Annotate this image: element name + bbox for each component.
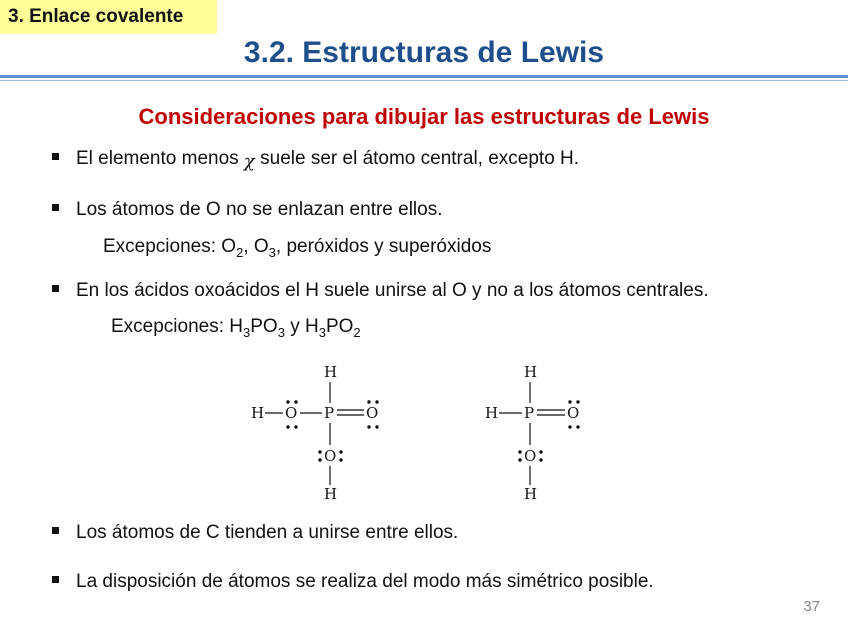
- lone-pair-dot: [518, 458, 521, 461]
- lone-pair-dot: [339, 450, 342, 453]
- atom-h-left: H: [251, 404, 265, 422]
- atom-p: P: [324, 404, 335, 422]
- atom-o-bottom: O: [524, 447, 537, 465]
- atom-o-left: O: [285, 404, 298, 422]
- bullet-text: suele ser el átomo central, excepto H.: [254, 148, 580, 169]
- atom-h-left: H: [485, 404, 499, 422]
- lone-pair-dot: [375, 425, 378, 428]
- page-number: 37: [803, 598, 820, 615]
- lone-pair-dot: [576, 425, 579, 428]
- lone-pair-dot: [367, 425, 370, 428]
- lone-pair-dot: [568, 400, 571, 403]
- atom-h-top: H: [324, 363, 338, 381]
- lone-pair-dot: [318, 450, 321, 453]
- lone-pair-dot: [518, 450, 521, 453]
- exceptions-oxygen: Excepciones: $O_2$, $O_3$, peróxidos y superóxidos: [103, 236, 492, 260]
- lone-pair-dot: [539, 450, 542, 453]
- bullet-marker: [52, 527, 59, 534]
- bullet-text: El elemento menos: [76, 148, 244, 169]
- exceptions-acids: Excepciones: $H_3PO_3$ y $H_3PO_2$: [111, 316, 361, 340]
- lone-pair-dot: [318, 458, 321, 461]
- lewis-h3po3: [251, 363, 379, 503]
- subtitle: Consideraciones para dibujar las estructuras de Lewis: [138, 104, 710, 129]
- lone-pair-dot: [339, 458, 342, 461]
- bullet-text: La disposición de átomos se realiza del modo más simétrico posible.: [76, 571, 654, 592]
- atom-o-right: O: [567, 404, 580, 422]
- lewis-h3po2: [485, 363, 580, 503]
- atom-p: P: [524, 404, 535, 422]
- lone-pair-dot: [539, 458, 542, 461]
- bullet-marker: [52, 576, 59, 583]
- lone-pair-dot: [294, 400, 297, 403]
- atom-o-bottom: O: [324, 447, 337, 465]
- lone-pair-dot: [367, 400, 370, 403]
- section-tag: 3. Enlace covalente: [0, 0, 217, 34]
- bullet-text: Los átomos de O no se enlazan entre ellos.: [76, 199, 443, 220]
- lone-pair-dot: [294, 425, 297, 428]
- slide-title: 3.2. Estructuras de Lewis: [243, 36, 605, 69]
- lone-pair-dot: [286, 425, 289, 428]
- atom-o-right: O: [366, 404, 379, 422]
- atom-h-bottom: H: [524, 485, 538, 503]
- atom-h-top: H: [524, 363, 538, 381]
- lone-pair-dot: [568, 425, 571, 428]
- bullet-text: Los átomos de C tienden a unirse entre ellos.: [76, 522, 459, 543]
- chi-symbol: χ: [243, 151, 255, 172]
- lone-pair-dot: [375, 400, 378, 403]
- lone-pair-dot: [576, 400, 579, 403]
- bullet-symmetry: [52, 571, 654, 593]
- bullet-text: En los ácidos oxoácidos el H suele unirse al O y no a los átomos centrales.: [76, 280, 709, 301]
- atom-h-bottom: H: [324, 485, 338, 503]
- bullet-carbon: [52, 522, 458, 544]
- lone-pair-dot: [286, 400, 289, 403]
